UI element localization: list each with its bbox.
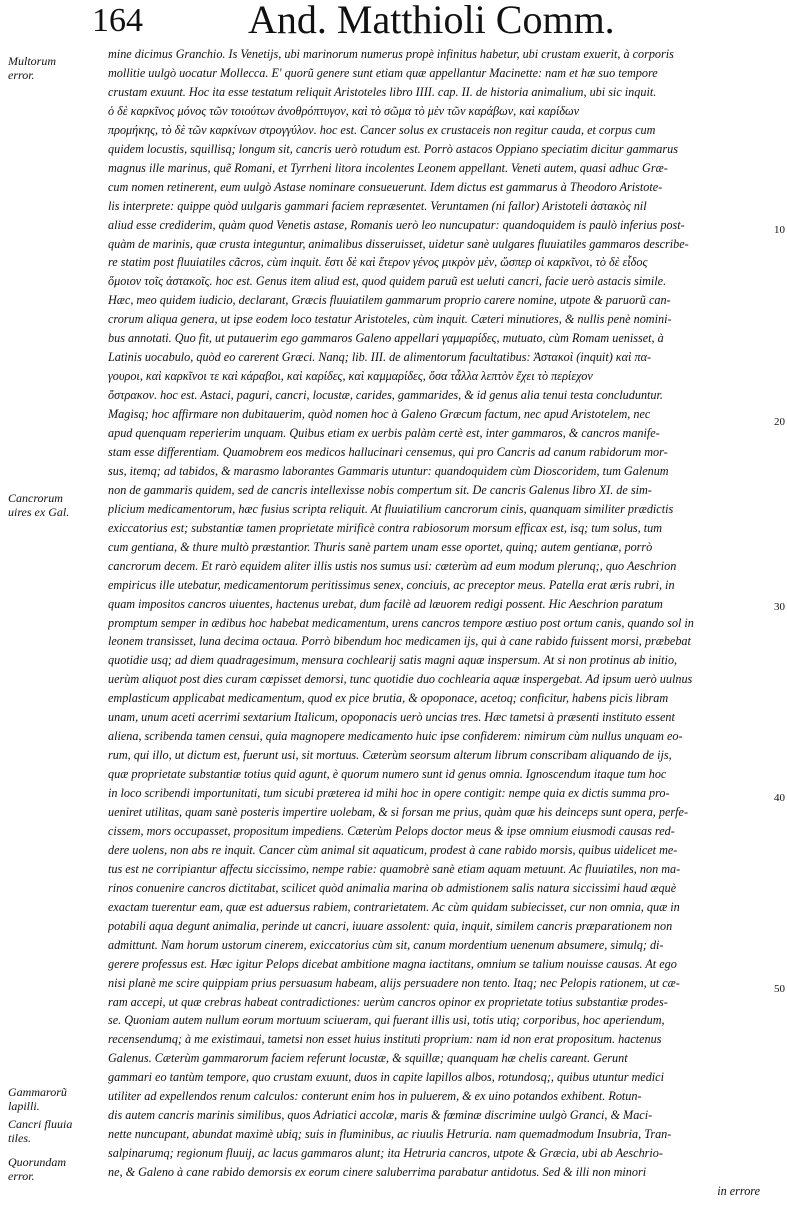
text-line: aliud esse crediderim, quàm quod Venetis astase, Romanis uerò leo nuncupatur: quandoquidem is paulò inferius post-: [108, 217, 685, 232]
text-line: cancrorum decem. Et rarò equidem aliter illis ustis nos sumus usi: cæterùm ad eum modum plerunq;, quo Aeschrion: [108, 558, 677, 573]
text-line: dere uolens, non abs re inquit. Cancer cùm animal sit aquaticum, prodest à cane rabido morsis, quibus uidelicet me-: [108, 842, 678, 857]
text-line: ram accepi, ut quæ crebras habeat contradictiones: uerùm cancros opinor ex proprietate totius substantiæ prodes-: [108, 994, 668, 1009]
margin-note-multorum-error: Multorum error.: [8, 54, 56, 82]
text-line: leonem transisset, luna decima octaua. Porrò bibendum hoc medicamen ijs, qui à cane rabido fuissent morsi, præbebat: [108, 634, 691, 649]
text-line: potabili aqua degunt animalia, perinde ut cancri, iuuare assolent: quia, inquit, similem cancris præparationem non: [108, 918, 673, 933]
text-line: γουροι, καὶ καρκῖνοι τε καὶ κάραβοι, καὶ καρίδες, καὶ καμμαρίδες, ὅσα τἆλλα λεπτὸν ἔχει τὸ περίεχον: [108, 369, 593, 384]
line-number: 20: [774, 416, 785, 428]
text-line: empiricus ille utebatur, medicamentorum peritissimus senex, conciuis, ac preceptor meus. Patella erat æris rubri, in: [108, 577, 675, 592]
text-line: gerere professus est. Hæc igitur Pelops dicebat ambitione magna iactitans, omnium se talium nouisse causas. At ego: [108, 956, 677, 971]
text-line: plicium medicamentorum, hæc fusius scripta reliquit. At fluuiatilium cancrorum cinis, quanquam similiter prædictis: [108, 501, 674, 516]
text-line: Magisq; hoc affirmare non dubitauerim, quòd nomen hoc à Galeno Græcum factum, nec apud Aristotelem, nec: [108, 407, 651, 422]
text-line: προμήκης, τὸ δὲ τῶν καρκίνων στρογγύλον. hoc est. Cancer solus ex crustaceis non regitur cauda, et corpus cum: [108, 122, 656, 137]
text-line: ὁ δὲ καρκῖνος μόνος τῶν τοιούτων ἀνοθρόπτυγον, καὶ τὸ σῶμα τὸ μὲν τῶν καράβων, καὶ καρίδων: [108, 103, 580, 118]
text-line: cum nomen retinerent, eum uulgò Astase nominare consueuerunt. Idem dictus est gammarus à Theodoro Aristote-: [108, 179, 663, 194]
line-number: 50: [774, 983, 785, 995]
text-line: crustam exuunt. Hoc ita esse testatum reliquit Aristoteles libro IIII. cap. II. de historia animalium, ubi sic inquit.: [108, 84, 657, 99]
text-line: rum, qui illo, ut dictum est, fuerunt usi, sit mortuus. Cæterùm seorsum alterum librum conscribam aliquando de ijs,: [108, 748, 672, 763]
line-number: 10: [774, 224, 785, 236]
text-line: nisi planè me scire quippiam prius persuasum habeam, alijs persuadere non tento. Itaq; nec Pelopis rationem, ut cæ-: [108, 975, 680, 990]
line-numbers: [765, 0, 785, 1207]
text-line: lis interprete: quippe quòd uulgaris gammari faciem repræsentet. Veruntamen (ni fallor) Aristoteli ἀστακὸς nil: [108, 198, 647, 213]
text-line: in errore: [717, 1184, 760, 1198]
text-line: ὅμοιον τοῖς ἀστακοῖς. hoc est. Genus item aliud est, quod quidem paruũ est ueluti cancri, facie uerò astacis simile.: [108, 274, 667, 289]
margin-note-quorundam-error: Quorundam error.: [8, 1155, 67, 1183]
text-line: quàm de marinis, quæ crusta integuntur, animalibus disseruisset, uidetur sanè uulgares fluuiatiles gammaros describe-: [108, 236, 689, 251]
text-line: tus est ne corripiantur affectu siccissimo, nempe rabie: quamobrè sanè etiam aquam metuunt. Ac fluuiatiles, non ma-: [108, 861, 681, 876]
text-line: sus, itemq; ad tabidos, & marasmo laborantes Gammaris utuntur: quandoquidem cùm Dioscoridem, tum Galenum: [108, 463, 669, 478]
text-line: salpinarumq; regionum fluuij, ac lacus gammaros alunt; ita Hetruria cancros, utpote & Græcia, ubi ab Aeschrio-: [108, 1146, 663, 1161]
margin-note-cancrorum-uires: Cancrorum uires ex Gal.: [8, 491, 70, 519]
text-line: promptum semper in ædibus hoc habebat medicamentum, urens cancros tempore æstiuo post ortum canis, quando sol in: [108, 615, 694, 630]
text-line: cissem, mors occupasset, propositum impediens. Cæterùm Pelops doctor meus & ipse omnium eiusmodi causas red-: [108, 823, 675, 838]
text-line: mine dicimus Granchio. Is Venetijs, ubi marinorum numerus propè infinitus habetur, ubi crustam exuerit, à corporis: [108, 47, 674, 61]
text-line: re statim post fluuiatiles cãcros, cùm inquit. ἔστι δὲ καὶ ἕτερον γένος μικρὸν μὲν, ὥσπερ οἱ καρκῖνοι, τὸ δὲ εἶδος: [108, 255, 648, 270]
text-line: quam impositos cancros uiuentes, hactenus urebat, dum facilè ad læuorem redigi possent. Hic Aeschrion paratum: [108, 596, 663, 611]
text-line: emplasticum applicabat medicamentum, quod ex pice brutia, & opoponace, acetoq; conficitur, habens picis libram: [108, 691, 669, 706]
text-line: aliena, scribenda tamen censui, quia magnopere medicamento huic ipse confiderem: nimirum cùm nullus unquam eo-: [108, 729, 683, 744]
page-number: 164: [92, 2, 143, 39]
line-number: 30: [774, 601, 785, 613]
text-line: exiccatorius est; substantiæ tamen proprietate mirificè contra rabiosorum morsum efficax est, isq; tum solus, tum: [108, 520, 663, 535]
line-number: 40: [774, 792, 785, 804]
text-line: Latinis uocabulo, quòd eo carerent Græci. Nanq; lib. III. de alimentorum facultatibus: Ἀστακοὶ (inquit) καὶ πα-: [108, 350, 652, 365]
text-line: gammari eo tantùm tempore, quo crustam exuunt, duos in capite lapillos albos, rotundosq;, quibus utuntur medici: [108, 1070, 664, 1085]
text-line: non de gammaris quidem, sed de cancris intellexisse nobis compertum sit. De cancris Galenus libro XI. de sim-: [108, 482, 652, 497]
running-title: And. Matthioli Comm.: [248, 0, 615, 42]
text-line: rinos conuenire cancros dictitabat, scilicet quòd animalia marina ob admistionem salis natura siccissimi haud æquè: [108, 880, 677, 895]
text-line: crorum aliqua genera, ut ipse eodem loco testatur Aristoteles, cùm inquit. Cæteri minutiores, & nullis penè nomini-: [108, 312, 672, 327]
text-line: ueniret utilitas, quam sanè posteris impertire uolebam, & si forsan me prius, quàm quæ his deinceps sunt opera, perfe-: [108, 805, 689, 819]
text-line: quotidie usq; ad diem quadragesimum, mensura cochlearij satis magni aquæ inspersum. At si non protinus ab initio,: [108, 653, 678, 668]
text-line: bus annotati. Quo fit, ut putauerim ego gammaros Galeno appellari γαμμαρίδες, mutuato, cùm Romam uenisset, à: [108, 331, 664, 346]
text-line: exactam tuerentur eam, quæ est aduersus rabiem, contrarietatem. Ac cùm quidam subiecisset, cur non omnia, quæ in: [108, 899, 680, 914]
text-line: unam, unum aceti acerrimi sextarium Italicum, opoponacis uerò uncias tres. Hæc tametsi à præsenti instituto essent: [108, 710, 675, 725]
text-line: dis autem cancris marinis similibus, quos Adriatici accolæ, maris & fœminæ discrimine uulgò Granci, & Maci-: [108, 1108, 653, 1123]
commentary-text: [108, 44, 760, 1204]
text-line: in loco scribendi importunitati, tum sicubi præterea id mihi hoc in opere contigit: nempe quia ex dictis summa pro-: [108, 786, 670, 801]
text-line: cum gentiana, & thure multò præstantior. Thuris sanè partem unam esse oportet, quinq; autem gentianæ, porrò: [108, 539, 653, 554]
text-line: recensendumq; à me existimaui, tametsi non esset huius instituti proprium: nam id non erat propositum. hactenus: [108, 1032, 662, 1047]
text-line: stam esse differentiam. Quamobrem eos medicos hallucinari censemus, qui pro Cancris ad canum rabidorum mor-: [108, 444, 668, 459]
margin-notes: [4, 0, 84, 1207]
text-line: Galenus. Cæterùm gammarorum faciem referunt locustæ, & squillæ; quanquam hæ chelis careant. Gerunt: [108, 1051, 628, 1066]
text-line: uerùm aliquot post dies curam cœpisset demorsi, tunc quotidie duo cochlearia aquæ inspergebat. Ad ipsum uerò uulnus: [108, 672, 693, 687]
text-line: Hæc, meo quidem iudicio, declarant, Græcis fluuiatilem gammarum proprio carere nomine, utpote & paruorũ can-: [108, 293, 671, 308]
text-line: nette nuncupant, abundat maximè ubiq; suis in fluminibus, ac riuulis Hetruria. nam quemadmodum Insubria, Tran-: [108, 1127, 672, 1142]
text-line: magnus ille marinus, quẽ Romani, et Tyrrheni litora incolentes Leonem appellant. Veneti autem, quasi adhuc Græ-: [108, 160, 668, 175]
text-line: apud quenquam reperierim unquam. Quibus etiam ex uerbis palàm certè est, inter gammaros, & cancros manife-: [108, 426, 660, 440]
text-line: mollitie uulgò uocatur Mollecca. E' quorũ genere sunt etiam quæ appellantur Macinette: nam et hæ suo tempore: [108, 65, 658, 80]
page-header: [0, 0, 787, 42]
margin-note-gammarorum-lapilli: Gammarorũ lapilli.: [8, 1085, 67, 1113]
text-line: admittunt. Nam horum ustorum cinerem, exiccatorius cùm sit, canum mordentium uenenum absumere, simulq; di-: [108, 937, 664, 952]
text-line: ὄστρακον. hoc est. Astaci, paguri, cancri, locustæ, carides, gammarides, & id genus alia tenui testa concluduntur.: [108, 388, 663, 403]
text-line: ne, & Galeno à cane rabido demorsis ex eorum cinere saluberrima parabatur antidotus. Sed & illi non minori: [108, 1165, 647, 1180]
text-line: quæ proprietate substantiæ totius quid agunt, è quorum numero sunt id genus omnia. Ignoscendum itaque tum hoc: [108, 767, 667, 782]
text-line: utiliter ad expellendos renum calculos: conterunt enim hos in puluerem, & ex uino potandos exhibent. Rotun-: [108, 1089, 642, 1104]
margin-note-cancri-fluuiatiles: Cancri fluuia tiles.: [8, 1117, 73, 1145]
text-line: quidem locustis, squillisq; longum sit, cancris uerò rotudum est. Porrò astacos Oppiano speciatim dicitur gammarus: [108, 141, 678, 156]
text-line: se. Quoniam autem nullum eorum mortuum sciueram, qui fuerant illis usi, totis utiq; corporibus, hoc aperiendum,: [108, 1013, 665, 1028]
